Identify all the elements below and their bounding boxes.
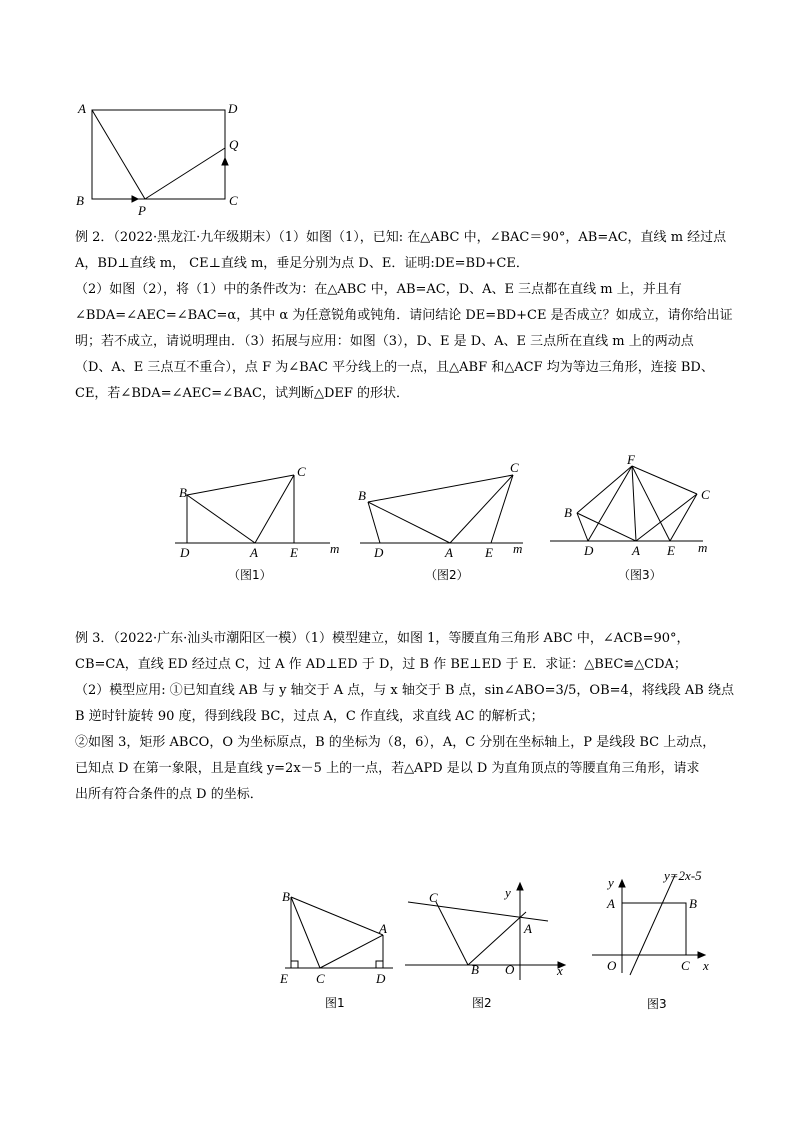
ex2-line-7: CE，若∠BDA=∠AEC=∠BAC，试判断△DEF 的形状． [75,386,410,401]
e3f3-label-x: x [703,958,709,973]
e3f3-label-C: C [681,958,690,973]
ex2-line-5: 明；若不成立，请说明理由．（3）拓展与应用：如图（3），D、E 是 D、A、E 三点所在直线 m 上的两动点 [75,334,694,349]
e3f2-label-A: A [524,921,532,936]
e3f1-label-E: E [280,971,288,986]
f3-label-m: m [698,540,708,555]
f2-label-C: C [510,460,519,475]
f1-label-A: A [250,545,258,560]
e3f2-label-C: C [429,890,438,905]
label-D: D [228,101,238,116]
e3f2-label-O: O [505,962,515,977]
f3-label-D: D [584,543,594,558]
e3f2-label-y: y [505,885,511,900]
f3-label-B: B [564,505,572,520]
ex3-line-5: ②如图 3，矩形 ABCO，O 为坐标原点，B 的坐标为（8，6），A，C 分别在坐标轴上，P 是线段 BC 上动点， [75,735,716,750]
f2-caption: （图2） [425,568,469,582]
f1-label-C: C [297,464,306,479]
f1-label-B: B [179,485,187,500]
label-Q: Q [229,137,239,152]
f3-label-A: A [632,543,640,558]
e3f2-caption: 图2 [472,996,492,1010]
ex3-line-2: CB=CA，直线 ED 经过点 C，过 A 作 AD⊥ED 于 D，过 B 作 BE⊥ED 于 E．求证：△BEC≌△CDA； [75,657,687,672]
ex3-line-1: 例 3．（2022·广东·汕头市潮阳区一模）（1）模型建立，如图 1，等腰直角三角形 ABC 中，∠ACB=90°， [75,631,690,646]
f2-label-D: D [374,545,384,560]
e3f3-label-y: y [608,875,614,890]
ex2-line-1: 例 2．（2022·黑龙江·九年级期末）（1）如图（1），已知: 在△ABC 中，∠BAC＝90°，AB=AC，直线 m 经过点 [75,230,727,245]
e3f2-label-B: B [471,962,479,977]
label-B: B [76,193,84,208]
f3-label-C: C [701,487,710,502]
e3f3-label-line: y=2x-5 [664,868,702,883]
example-2-text [75,225,733,407]
label-A: A [78,101,86,116]
e3f1-label-D: D [376,971,386,986]
f3-label-F: F [627,452,635,467]
ex2-line-4: ∠BDA=∠AEC=∠BAC=α，其中 α 为任意锐角或钝角．请问结论 DE=BD+CE 是否成立？如成立，请你给出证 [75,308,733,323]
e3f1-label-C: C [316,971,325,986]
ex2-figure-2 [355,460,540,585]
e3f1-caption: 图1 [325,996,345,1010]
ex3-figure-2 [400,880,575,1015]
ex2-figure-3 [548,452,723,585]
f2-label-E: E [485,545,493,560]
example-3-text [75,626,734,808]
ex2-line-3: （2）如图（2），将（1）中的条件改为：在△ABC 中，AB=AC，D、A、E 三点都在直线 m 上，并且有 [75,282,682,297]
ex3-line-4: B 逆时针旋转 90 度，得到线段 BC，过点 A，C 作直线，求直线 AC 的解析式； [75,709,544,724]
ex2-figure-1 [170,460,355,585]
f3-caption: （图3） [618,568,662,582]
f1-caption: （图1） [228,568,272,582]
ex3-figure-3 [590,865,730,1015]
ex3-figure-1 [275,885,405,1015]
ex2-line-6: （D、A、E 三点互不重合），点 F 为∠BAC 平分线上的一点，且△ABF 和△ACF 均为等边三角形，连接 BD、 [75,360,714,375]
e3f1-label-A: A [379,921,387,936]
ex3-line-6: 已知点 D 在第一象限，且是直线 y=2x－5 上的一点，若△APD 是以 D 为直角顶点的等腰直角三角形，请求 [75,761,700,776]
f2-label-m: m [513,541,523,556]
e3f3-label-O: O [607,958,617,973]
f1-label-m: m [330,541,340,556]
figure-rectangle-apq [70,95,260,220]
ex2-line-2: A，BD⊥直线 m， CE⊥直线 m，垂足分别为点 D、E．证明:DE=BD+CE． [75,256,529,271]
label-P: P [138,203,146,218]
f1-label-D: D [180,545,190,560]
f2-label-A: A [445,545,453,560]
label-C: C [229,193,238,208]
e3f3-caption: 图3 [647,997,667,1011]
e3f1-label-B: B [282,889,290,904]
f2-label-B: B [358,488,366,503]
f1-label-E: E [290,545,298,560]
ex3-line-3: （2）模型应用: ①已知直线 AB 与 y 轴交于 A 点，与 x 轴交于 B 点，sin∠ABO=3/5，OB=4，将线段 AB 绕点 [75,683,734,698]
e3f2-label-x: x [557,963,563,978]
f3-label-E: E [667,543,675,558]
ex3-line-7: 出所有符合条件的点 D 的坐标． [75,787,263,802]
e3f3-label-B: B [689,896,697,911]
e3f3-label-A: A [607,896,615,911]
